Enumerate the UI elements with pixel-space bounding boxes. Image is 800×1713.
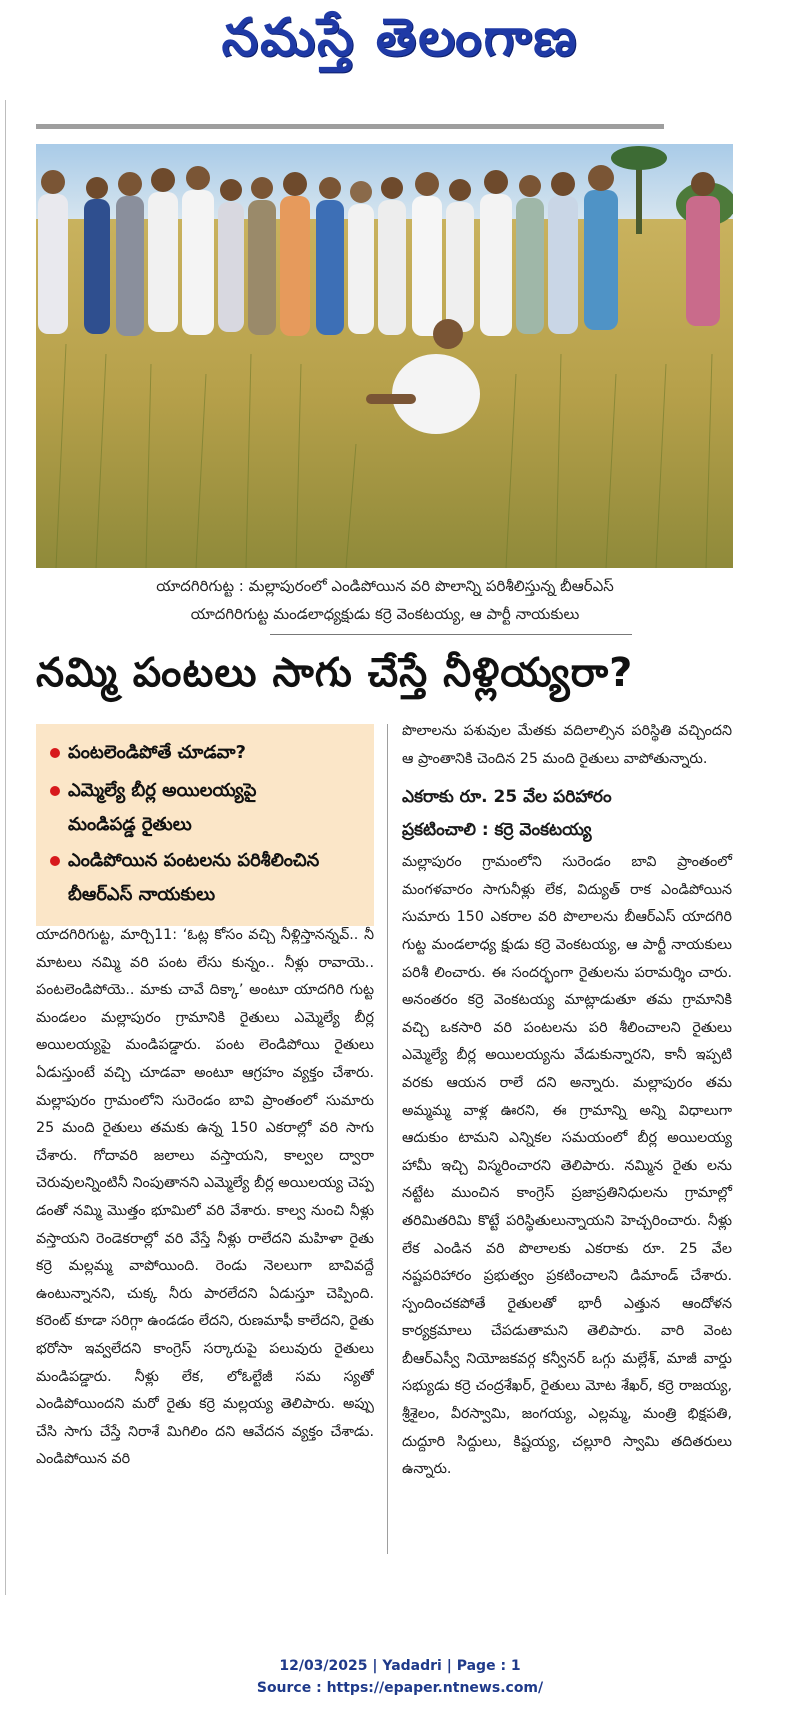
- article-body-left: యాదగిరిగుట్ట, మార్చి11: ‘ఓట్ల కోసం వచ్చి నీళ్లిస్తానన్నవ్.. నీ మాటలు నమ్మి వరి పంట లేసు కున్నం.. నీళ్లు రావాయె.. పంటలెండిపోయె.. మాకు చావే దిక్కా’ అంటూ యాదగిరి గుట్ట మండలం మల్లాపురం గ్రామానికి రైతులు ఎమ్మెల్యే బీర్ల అయిలయ్యపై మండిపడ్డారు. పంట లెండిపోయి రైతులు ఏడుస్తుంటే వచ్చి చూడవా అంటూ ఆగ్రహం వ్యక్తం చేశారు. మల్లాపురం గ్రామంలోని సురెండం బావి ప్రాంతంలో సుమారు 25 మంది రైతులు తమకు ఉన్న 150 ఎకరాల్లో వరి సాగు చేశారు. గోదావరి జలాలు వస్తాయని, కాల్వల ద్వారా చెరువులన్నింటినీ నింపుతానని ఎమ్మెల్యే బీర్ల అయిలయ్య చెప్ప డంతో నమ్మి మొత్తం భూమిలో వరి వేశారు. కాల్వ నుంచి నీళ్లు వస్తాయని రెండెకరాల్లో వరి వేస్తే నీళ్లు రాలేదని మహిళా రైతు కర్రె మల్లమ్మ వాపోయింది. రెండు నెలలుగా బావివద్దే ఉంటున్నానని, చుక్క నీరు పారలేదని ఏడుస్తూ చెప్పింది. కరెంట్ కూడా సరిగ్గా ఉండడం లేదని, రుణమాఫీ కాలేదని, రైతు భరోసా ఇవ్వలేదని కాంగ్రెస్ సర్కారుపై పలువురు రైతులు మండిపడ్డారు. నీళ్లు లేక, లోఓల్టేజీ సమ స్యతో ఎండిపోయిందని మరో రైతు కర్రె మల్లయ్య తెలిపారు. అప్పు చేసి సాగు చేస్తే నిరాశే మిగిలిం దని ఆవేదన వ్యక్తం చేశాడు. ఎండిపోయిన వరి: [36, 927, 374, 1468]
- photo-caption: [90, 572, 680, 628]
- article-headline: నమ్మి పంటలు సాగు చేస్తే నీళ్లియ్యరా?: [36, 650, 634, 696]
- highlight-item: ఎండిపోయిన పంటలను పరిశీలించిన బీఆర్ఎస్ నాయకులు: [50, 844, 370, 912]
- footer-date-edition: 12/03/2025 | Yadadri | Page : 1: [279, 1658, 521, 1674]
- top-divider: [36, 124, 664, 129]
- highlight-item: పంటలెండిపోతే చూడవా?: [50, 736, 362, 770]
- bullet-icon: [50, 856, 60, 866]
- photo-caption-line1: యాదగిరిగుట్ట : మల్లాపురంలో ఎండిపోయిన వరి పొలాన్ని పరిశీలిస్తున్న బీఆర్ఎస్: [156, 577, 614, 595]
- photo-caption-line2: యాదగిరిగుట్ట మండలాధ్యక్షుడు కర్రె వెంకటయ్య, ఆ పార్టీ నాయకులు: [190, 605, 580, 623]
- news-photo: [36, 144, 733, 568]
- highlight-item: ఎమ్మెల్యే బీర్ల అయిలయ్యపై మండిపడ్డ రైతులు: [50, 774, 300, 842]
- bullet-icon: [50, 748, 60, 758]
- highlights-box: [36, 724, 374, 926]
- bullet-icon: [50, 786, 60, 796]
- subheading-line1: ఎకరాకు రూ. 25 వేల పరిహారం: [402, 787, 612, 808]
- page-edge-rule: [5, 100, 6, 1595]
- article-body-right: [402, 718, 732, 1484]
- caption-rule: [270, 634, 632, 635]
- body-paragraph: మల్లాపురం గ్రామంలోని సురెండం బావి ప్రాంతంలో మంగళవారం సాగునీళ్లు లేక, విద్యుత్ రాక ఎండిపోయిన సుమారు 150 ఎకరాల వరి పొలాలను బీఆర్ఎస్ యాదగిరి గుట్ట మండలాధ్య క్షుడు కర్రె వెంకటయ్య, ఆ పార్టీ నాయకులు పరిశీ లించారు. ఈ సందర్భంగా రైతులను పరామర్శిం చారు. అనంతరం కర్రె వెంకటయ్య మాట్లాడుతూ తమ గ్రామానికి వచ్చి ఒకసారి వరి పంటలను పరి శీలించాలని రైతులు ఎమ్మెల్యే బీర్ల అయిలయ్యను వేడుకున్నారని, కానీ ఇప్పటి వరకు ఆయన రాలే దని అన్నారు. మల్లాపురం తమ అమ్మమ్మ వాళ్ల ఊరని, ఈ గ్రామాన్ని అన్ని విధాలుగా ఆదుకుం టామని ఎన్నికల సమయంలో బీర్ల అయిలయ్య హామీ ఇచ్చి విస్మరించారని తెలిపారు. నమ్మిన రైతు లను నట్టేట ముంచిన కాంగ్రెస్ ప్రజాప్రతినిధులను గ్రామాల్లో తరిమితరిమి కొట్టే పరిస్థితులున్నాయని హెచ్చరించారు. నీళ్లు లేక ఎండిన వరి పొలాలకు ఎకరాకు రూ. 25 వేల నష్టపరిహారం ప్రభుత్వం ప్రకటించాలని డిమాండ్ చేశారు. స్పందించకపోతే రైతులతో భారీ ఎత్తున ఆందోళన కార్యక్రమాలు చేపడుతామని తెలిపారు. వారి వెంట బీఆర్ఎస్వీ నియోజకవర్గ కన్వీనర్ ఒగ్గు మల్లేశ్, మాజీ వార్డు సభ్యుడు కర్రె చంద్రశేఖర్, రైతులు మోట శేఖర్, కర్రె రాజయ్య, శ్రీశైలం, వీరస్వామి, జంగయ్య, ఎల్లమ్మ, మంత్రి భిక్షపతి, దుద్దూరి సిద్దులు, కిష్టయ్య, చల్లూరి స్వామి తదితరులు ఉన్నారు.: [402, 854, 732, 1478]
- subheading-line2: ప్రకటించాలి : కర్రె వెంకటయ్య: [402, 820, 592, 841]
- footer-source-link[interactable]: Source : https://epaper.ntnews.com/: [256, 1680, 544, 1696]
- continuation-paragraph: పొలాలను పశువుల మేతకు వదిలాల్సిన పరిస్థితి వచ్చిందని ఆ ప్రాంతానికి చెందిన 25 మంది రైతులు వాపోతున్నారు.: [402, 723, 732, 767]
- page-footer: [0, 1655, 800, 1699]
- column-divider: [387, 724, 388, 1554]
- subheading: [402, 781, 732, 847]
- masthead-title: నమస్తే తెలంగాణ: [221, 8, 579, 68]
